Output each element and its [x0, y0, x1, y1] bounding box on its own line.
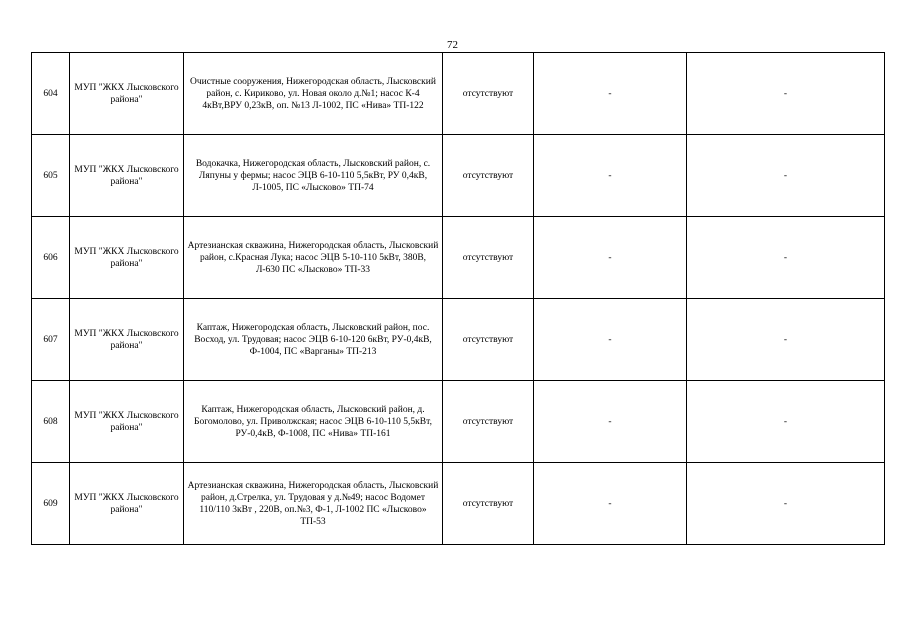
registry-table [31, 52, 885, 545]
row-number: 604 [32, 53, 70, 135]
organization-cell: МУП "ЖКХ Лысковского района" [70, 217, 184, 299]
table-row [32, 135, 885, 217]
column-5-cell: - [534, 463, 687, 545]
row-number: 609 [32, 463, 70, 545]
table-row [32, 463, 885, 545]
object-description-cell: Каптаж, Нижегородская область, Лысковский район, д. Богомолово, ул. Приволжская; насос ЭЦВ 6-10-110 5,5кВт, РУ-0,4кВ, Ф-1008, ПС «Нива» ТП-161 [184, 381, 443, 463]
page-number: 72 [447, 39, 458, 51]
row-number: 606 [32, 217, 70, 299]
column-6-cell: - [687, 463, 885, 545]
row-number: 605 [32, 135, 70, 217]
column-6-cell: - [687, 135, 885, 217]
column-6-cell: - [687, 299, 885, 381]
table-row [32, 381, 885, 463]
table-row [32, 53, 885, 135]
organization-cell: МУП "ЖКХ Лысковского района" [70, 135, 184, 217]
status-cell: отсутствуют [443, 463, 534, 545]
column-5-cell: - [534, 217, 687, 299]
column-6-cell: - [687, 53, 885, 135]
status-cell: отсутствуют [443, 135, 534, 217]
status-cell: отсутствуют [443, 299, 534, 381]
column-6-cell: - [687, 217, 885, 299]
organization-cell: МУП "ЖКХ Лысковского района" [70, 463, 184, 545]
organization-cell: МУП "ЖКХ Лысковского района" [70, 299, 184, 381]
status-cell: отсутствуют [443, 381, 534, 463]
organization-cell: МУП "ЖКХ Лысковского района" [70, 53, 184, 135]
table-row [32, 299, 885, 381]
column-6-cell: - [687, 381, 885, 463]
object-description-cell: Артезианская скважина, Нижегородская область, Лысковский район, с.Красная Лука; насос ЭЦВ 5-10-110 5кВт, 380В, Л-630 ПС «Лысково» ТП-33 [184, 217, 443, 299]
column-5-cell: - [534, 381, 687, 463]
organization-cell: МУП "ЖКХ Лысковского района" [70, 381, 184, 463]
table-row [32, 217, 885, 299]
row-number: 607 [32, 299, 70, 381]
column-5-cell: - [534, 135, 687, 217]
object-description-cell: Артезианская скважина, Нижегородская область, Лысковский район, д.Стрелка, ул. Трудовая у д.№49; насос Водомет 110/110 3кВт , 220В, оп.№3, Ф-1, Л-1002 ПС «Лысково» ТП-53 [184, 463, 443, 545]
object-description-cell: Очистные сооружения, Нижегородская область, Лысковский район, с. Кириково, ул. Новая около д.№1; насос К-4 4кВт,ВРУ 0,23кВ, оп. №13 Л-1002, ПС «Нива» ТП-122 [184, 53, 443, 135]
status-cell: отсутствуют [443, 217, 534, 299]
status-cell: отсутствуют [443, 53, 534, 135]
row-number: 608 [32, 381, 70, 463]
object-description-cell: Каптаж, Нижегородская область, Лысковский район, пос. Восход, ул. Трудовая; насос ЭЦВ 6-10-120 6кВт, РУ-0,4кВ, Ф-1004, ПС «Варганы» ТП-213 [184, 299, 443, 381]
object-description-cell: Водокачка, Нижегородская область, Лысковский район, с. Ляпуны у фермы; насос ЭЦВ 6-10-110 5,5кВт, РУ 0,4кВ, Л-1005, ПС «Лысково» ТП-74 [184, 135, 443, 217]
column-5-cell: - [534, 299, 687, 381]
column-5-cell: - [534, 53, 687, 135]
